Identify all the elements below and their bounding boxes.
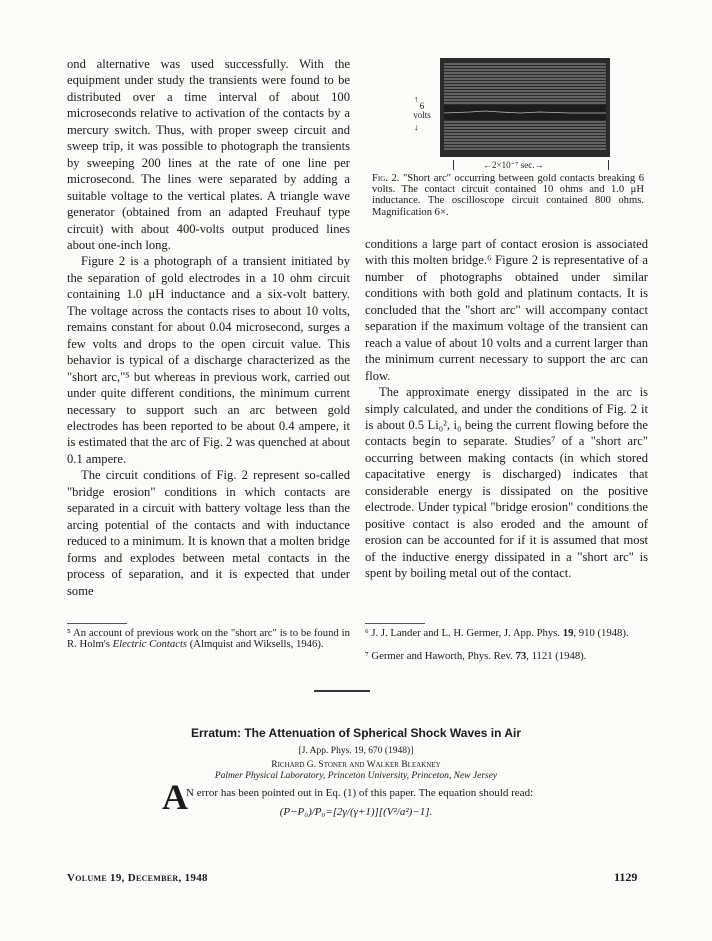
drop-cap: A bbox=[162, 777, 188, 817]
left-paragraph-2: Figure 2 is a photograph of a transient initiated by the separation of gold electrodes in a 10 ohm circuit containing 1.0 μH inductance and a six-volt battery. The voltage across the contacts rises to about 10 volts, remains constant for about 0.04 microsecond, surges a few volts and drops to the open circuit value. This behavior is typical of a discharge characterized as the "short arc,"⁵ but whereas in previous work, carried out under quite different conditions, the minimum current necessary to support such an arc between gold electrodes has been reported to be about 0.4 ampere, it is estimated that the arc of Fig. 2 was quenched at about 0.1 ampere. bbox=[67, 254, 350, 466]
footnote-rule-left bbox=[67, 623, 127, 624]
footnote-rule-right bbox=[365, 623, 425, 624]
footnote-5-publisher: (Almquist and Wiksells, 1946). bbox=[187, 638, 324, 651]
erratum-body: N error has been pointed out in Eq. (1) of this paper. The equation should read: bbox=[186, 787, 534, 799]
footnote-7 bbox=[365, 651, 648, 662]
figure-caption bbox=[372, 173, 644, 218]
arrow-down-icon: ↓ bbox=[414, 122, 419, 132]
erratum-affiliation: Palmer Physical Laboratory, Princeton University, Princeton, New Jersey bbox=[214, 771, 498, 781]
volts-label: 6 volts bbox=[413, 101, 431, 120]
erratum-equation: (P−P₀)/P₀=[2γ/(γ+1)][(V²/a²)−1]. bbox=[279, 806, 433, 818]
section-divider bbox=[314, 690, 370, 692]
erratum-authors: Richard G. Stoner and Walker Bleakney bbox=[271, 760, 441, 770]
erratum-reference: [J. App. Phys. 19, 670 (1948)] bbox=[298, 746, 414, 756]
caption-text: "Short arc" occurring between gold contacts breaking 6 volts. The contact circuit contained 10 ohms and 1.0 μH inductance. The oscilloscope circuit contained 800 ohms. Magnification 6×. bbox=[372, 173, 644, 218]
left-column bbox=[67, 56, 350, 599]
footnote-5-text: ⁵ An account of previous work on the "short arc" is to be found in R. Holm's bbox=[67, 627, 350, 651]
oscillogram-traces bbox=[440, 58, 610, 157]
time-scale-label: ←2×10⁻⁷ sec.→ bbox=[483, 160, 544, 170]
page-number: 1129 bbox=[614, 870, 638, 884]
left-paragraph-3: The circuit conditions of Fig. 2 represent so-called "bridge erosion" conditions in which contacts are separated in a circuit with battery voltage less than the arcing potential of the contacts and with inductance reduced to a minimum. It is known that a molten bridge forms and explodes between metal contacts in the process of separation, and it is expected that under some bbox=[67, 468, 350, 598]
footnote-6-volume: 19 bbox=[562, 627, 574, 639]
running-footer-volume: Volume 19, December, 1948 bbox=[67, 872, 208, 884]
footnote-5-book-title: Electric Contacts bbox=[112, 638, 188, 651]
footnote-6-pages: , 910 (1948). bbox=[573, 627, 629, 639]
caption-label: Fig. 2. bbox=[372, 173, 400, 184]
footnote-6-text: ⁶ J. J. Lander and L. H. Germer, J. App. Phys. bbox=[365, 627, 563, 639]
right-column bbox=[365, 236, 648, 582]
erratum-title: Erratum: The Attenuation of Spherical Shock Waves in Air bbox=[190, 726, 522, 740]
footnote-5 bbox=[67, 628, 350, 650]
arrow-up-icon: ↑ bbox=[414, 94, 419, 104]
footnote-7-volume: 73 bbox=[515, 650, 527, 662]
footnote-7-pages: , 1121 (1948). bbox=[526, 650, 587, 662]
footnote-6 bbox=[365, 628, 648, 639]
left-paragraph-1: ond alternative was used successfully. With the equipment under study the transients were found to be distributed over a time interval of about 100 microseconds relative to activation of the contacts by a mercury switch. Thus, with proper sweep circuit and sweep trip, it was possible to photograph the transients by sweeping 200 lines at the rate of one line per microsecond. The lines were separated by adding a suitable voltage to the vertical plates. A triangle wave generator (obtained from an adapted Freuhauf type circuit) with about 400-volts output produced lines about one-inch long. bbox=[67, 57, 350, 252]
time-scale-tick-left bbox=[453, 160, 454, 170]
footnote-7-text: ⁷ Germer and Haworth, Phys. Rev. bbox=[365, 650, 516, 662]
oscillogram-photo bbox=[440, 58, 610, 157]
right-paragraph-1: conditions a large part of contact erosion is associated with this molten bridge.⁶ Figure 2 is representative of a number of photographs obtained under similar conditions with both gold and platinum contacts. It is concluded that the "short arc" will accompany contact separation if the maximum voltage of the transient can reach a value of about 10 volts and a current larger than the minimum current necessary to support the arc can flow. bbox=[365, 237, 648, 383]
time-scale-tick-right bbox=[608, 160, 609, 170]
right-paragraph-2: The approximate energy dissipated in the arc is simply calculated, and under the conditions of Fig. 2 it is about 0.5 Li₀², i₀ being the current flowing before the contacts begin to separate. Studies⁷ of a "short arc" occurring between making contacts (in which stored capacitative energy is discharged) indicates that considerable energy is dissipated on the positive electrode. Under typical "bridge erosion" conditions the positive contact is also eroded and the amount of erosion can be accounted for if it is assumed that most of the inductive energy dissipated in a "short arc" is spent by boiling metal out of the contact. bbox=[365, 385, 648, 581]
figure-2 bbox=[365, 50, 648, 236]
